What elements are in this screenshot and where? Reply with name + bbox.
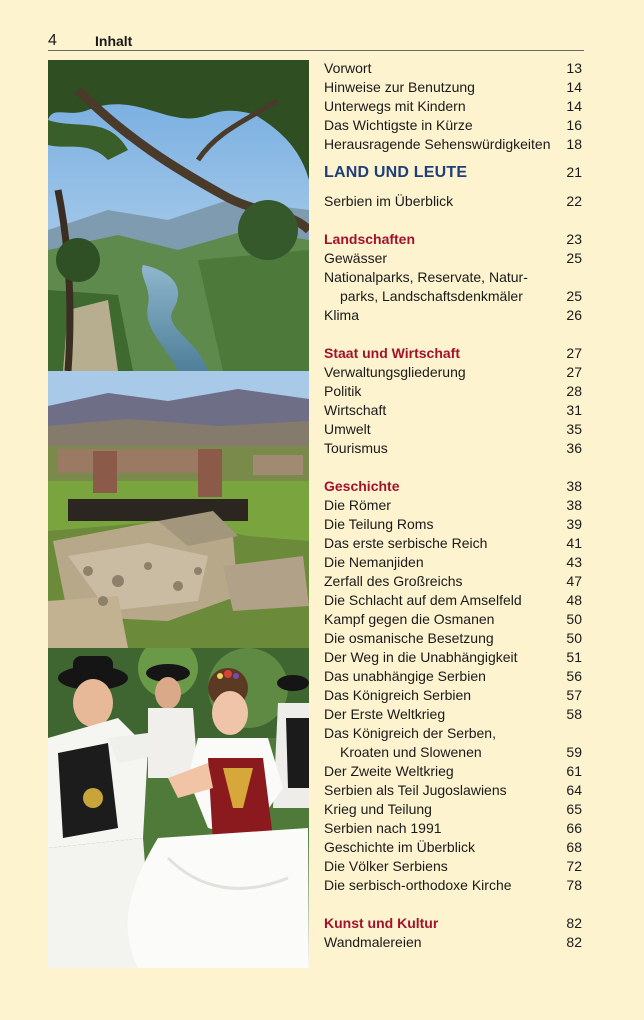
toc-entry[interactable]: Der Zweite Weltkrieg 61 (324, 763, 582, 779)
toc-entry[interactable]: Serbien im Überblick 22 (324, 193, 582, 209)
toc-entry[interactable]: Die Schlacht auf dem Amselfeld 48 (324, 592, 582, 608)
table-of-contents (324, 59, 582, 952)
toc-entry[interactable]: Die Römer 38 (324, 497, 582, 513)
toc-entry[interactable]: Krieg und Teilung 65 (324, 801, 582, 817)
page-number: 4 (48, 32, 57, 49)
toc-entry[interactable]: Nationalparks, Reservate, Natur- (324, 269, 528, 285)
part-title: LAND UND LEUTE (324, 163, 468, 181)
toc-entry[interactable]: Das Königreich Serbien 57 (324, 687, 582, 703)
toc-entry[interactable]: Gewässer 25 (324, 250, 582, 266)
photo-column (48, 60, 309, 968)
toc-entry[interactable]: Wandmalereien 82 (324, 934, 582, 950)
toc-entry[interactable]: Die serbisch-orthodoxe Kirche 78 (324, 877, 582, 893)
toc-entry[interactable]: Wirtschaft 31 (324, 402, 582, 418)
toc-entry[interactable]: Das Königreich der Serben, (324, 725, 496, 741)
toc-entry-continuation[interactable]: parks, Landschaftsdenkmäler 25 (340, 288, 582, 304)
toc-section-heading[interactable]: Staat und Wirtschaft 27 (324, 345, 582, 361)
page-header (48, 30, 584, 51)
toc-section-heading[interactable]: Kunst und Kultur 82 (324, 915, 582, 931)
toc-entry[interactable]: Kampf gegen die Osmanen 50 (324, 611, 582, 627)
toc-entry[interactable]: Die Völker Serbiens 72 (324, 858, 582, 874)
toc-entry[interactable]: Serbien nach 1991 66 (324, 820, 582, 836)
toc-entry[interactable]: Tourismus 36 (324, 440, 582, 456)
toc-entry[interactable]: Zerfall des Großreichs 47 (324, 573, 582, 589)
toc-entry[interactable]: Die Teilung Roms 39 (324, 516, 582, 532)
river-canyon-photo (48, 60, 309, 371)
header-title: Inhalt (95, 33, 133, 49)
toc-entry[interactable]: Klima 26 (324, 307, 582, 323)
toc-entry[interactable]: Das erste serbische Reich 41 (324, 535, 582, 551)
toc-section-heading[interactable]: Geschichte 38 (324, 478, 582, 494)
toc-entry[interactable]: Der Weg in die Unabhängigkeit 51 (324, 649, 582, 665)
toc-entry[interactable]: Politik 28 (324, 383, 582, 399)
toc-entry[interactable]: Der Erste Weltkrieg 58 (324, 706, 582, 722)
roman-ruins-photo (48, 371, 309, 648)
toc-entry[interactable]: Das unabhängige Serbien 56 (324, 668, 582, 684)
toc-entry-continuation[interactable]: Kroaten und Slowenen 59 (340, 744, 582, 760)
toc-section-heading[interactable]: Landschaften 23 (324, 231, 582, 247)
toc-entry[interactable]: Geschichte im Überblick 68 (324, 839, 582, 855)
folk-dancers-photo (48, 648, 309, 968)
toc-part-heading[interactable]: LAND UND LEUTE 21 (324, 163, 582, 181)
toc-entry[interactable]: Die Nemanjiden 43 (324, 554, 582, 570)
toc-entry[interactable]: Serbien als Teil Jugoslawiens 64 (324, 782, 582, 798)
toc-entry[interactable]: Hinweise zur Benutzung 14 (324, 79, 582, 95)
toc-entry[interactable]: Verwaltungsgliederung 27 (324, 364, 582, 380)
toc-entry[interactable]: Die osmanische Besetzung 50 (324, 630, 582, 646)
toc-entry[interactable]: Vorwort 13 (324, 60, 582, 76)
toc-entry[interactable]: Herausragende Sehenswürdigkeiten 18 (324, 136, 582, 152)
toc-entry[interactable]: Umwelt 35 (324, 421, 582, 437)
toc-entry[interactable]: Das Wichtigste in Kürze 16 (324, 117, 582, 133)
toc-entry[interactable]: Unterwegs mit Kindern 14 (324, 98, 582, 114)
